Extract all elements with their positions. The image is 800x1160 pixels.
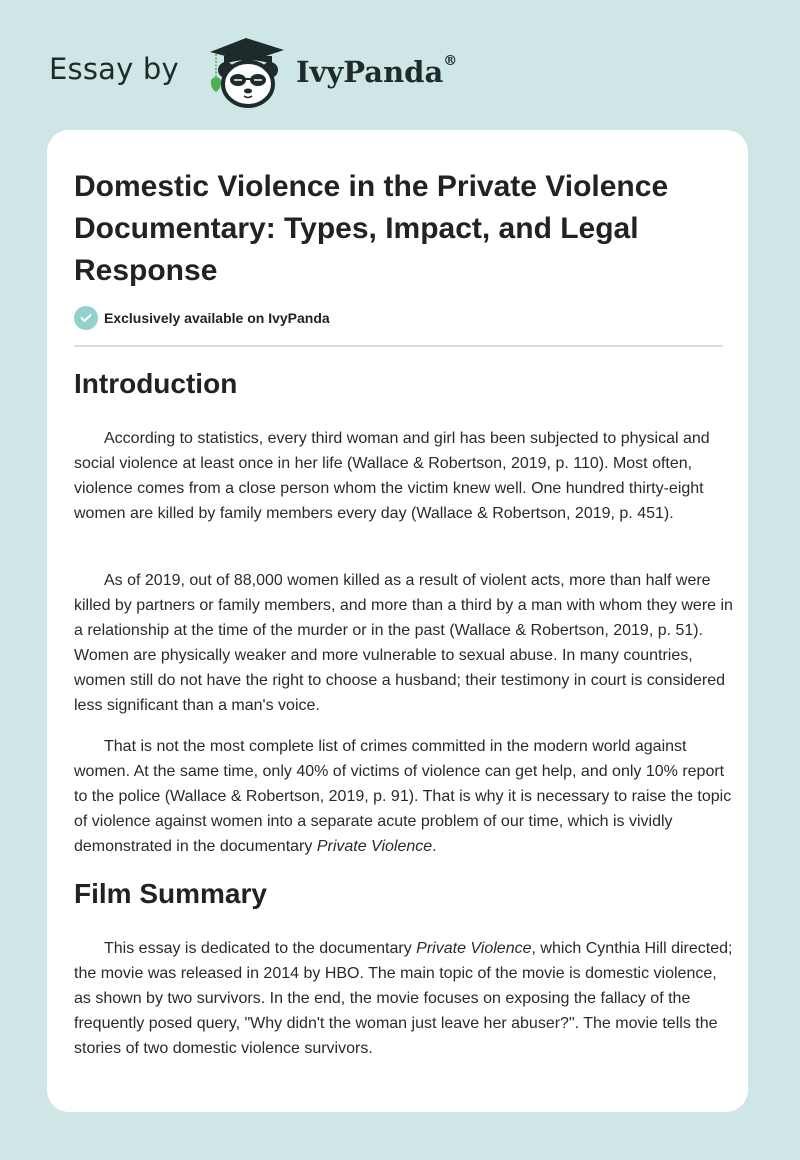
paragraph: According to statistics, every third woman and girl has been subjected to physical and social violence at least once in her life (Wallace & Robertson, 2019, p. 110). Most often, violence comes from a close person whom the victim knew well. One hundred thirty-eight women are killed by family members every day (Wallace & Robertson, 2019, p. 451). <box>74 430 710 522</box>
page-title: Domestic Violence in the Private Violence Documentary: Types, Impact, and Legal Response <box>74 170 669 287</box>
paragraph-text: That is not the most complete list of crimes committed in the modern world against women. At the same time, only 40% of victims of violence can get help, and only 10% report to the police (Wallace & Robertson, 2019, p. 91). That is why it is necessary to raise the topic of violence against women into a separate acute problem of our time, which is vividly demonstrated in the documentary <box>74 738 732 855</box>
film-title-italic: Private Violence <box>416 940 532 957</box>
panda-logo-icon[interactable] <box>202 36 292 108</box>
paragraph <box>74 936 734 1061</box>
essay-card <box>47 130 748 1112</box>
check-icon <box>74 306 98 330</box>
badge-text: Exclusively available on IvyPanda <box>104 310 330 326</box>
exclusive-badge <box>74 306 330 330</box>
brand-name[interactable] <box>296 55 457 89</box>
brand-text: IvyPanda <box>296 55 444 89</box>
site-header <box>0 0 800 130</box>
paragraph-text: , which Cynthia Hill directed; the movie was released in 2014 by HBO. The main topic of the movie is domestic violence, as shown by two survivors. In the end, the movie focuses on exposing the fallacy of the frequently posed query, "Why didn't the woman just leave her abuser?". The movie tells the stories of two domestic violence survivors. <box>74 940 733 1057</box>
essay-by-label: Essay by <box>49 52 179 86</box>
film-title-italic: Private Violence <box>316 838 433 855</box>
divider <box>74 345 723 347</box>
paragraph-text: . <box>432 838 437 855</box>
registered-mark: ® <box>443 53 458 69</box>
paragraph <box>74 734 734 859</box>
paragraph: As of 2019, out of 88,000 women killed as a result of violent acts, more than half were killed by partners or family members, and more than a third by a man with whom they were in a relationship at the time of the murder or in the past (Wallace & Robertson, 2019, p. 51). Women are physically weaker and more vulnerable to sexual abuse. In many countries, women still do not have the right to choose a husband; their testimony in court is considered less significant than a man's voice. <box>74 572 733 714</box>
paragraph-text: This essay is dedicated to the documentary <box>104 940 417 957</box>
section-heading-film-summary: Film Summary <box>74 878 267 909</box>
section-heading-introduction: Introduction <box>74 368 238 399</box>
